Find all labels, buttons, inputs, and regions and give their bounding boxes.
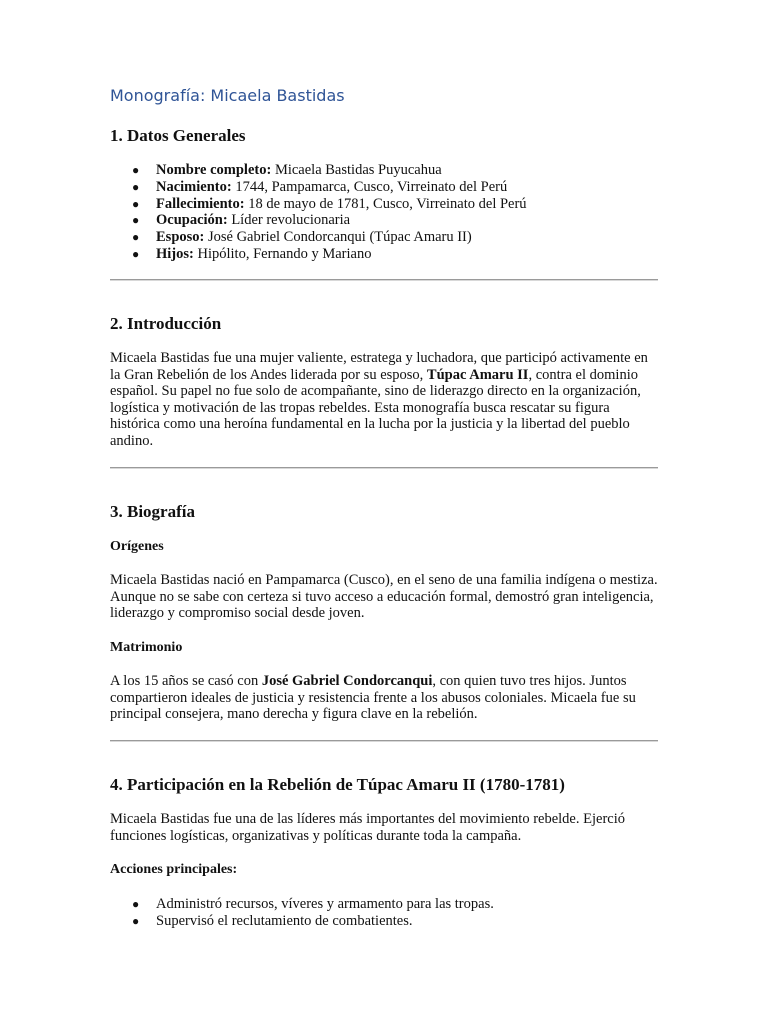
item-label: Nombre completo: xyxy=(156,162,272,178)
list-item xyxy=(110,913,494,930)
intro-bold-name: Túpac Amaru II xyxy=(426,366,529,383)
item-value: Líder revolucionaria xyxy=(227,212,351,229)
intro-paragraph xyxy=(110,350,660,449)
bullet-icon: ● xyxy=(132,179,140,194)
section-heading-rebellion: 4. Participación en la Rebelión de Túpac Amaru II (1780-1781) xyxy=(110,775,565,794)
list-item xyxy=(110,162,527,179)
item-label: Nacimiento: xyxy=(156,178,232,195)
item-value: Hipólito, Fernando y Mariano xyxy=(193,245,372,262)
bullet-icon: ● xyxy=(132,230,140,245)
bullet-icon: ● xyxy=(132,246,140,261)
origins-paragraph: Micaela Bastidas nació en Pampamarca (Cusco), en el seno de una familia indígena o mestiza. Aunque no se sabe con certeza si tuvo acceso a educación formal, demostró gran inteligencia, liderazgo y compromiso social desde joven. xyxy=(110,572,658,621)
list-item xyxy=(110,246,527,263)
marriage-bold-name: José Gabriel Condorcanqui xyxy=(261,673,433,689)
bullet-icon: ● xyxy=(132,163,140,177)
item-value: José Gabriel Condorcanqui (Túpac Amaru II) xyxy=(204,229,472,246)
action-text: Administró recursos, víveres y armamento para las tropas. xyxy=(156,896,494,912)
marriage-text: A los 15 años se casó con xyxy=(110,673,262,689)
rebellion-paragraph: Micaela Bastidas fue una de las líderes más importantes del movimiento rebelde. Ejerció funciones logísticas, organizativas y políticas durante toda la campaña. xyxy=(110,811,625,844)
item-value: 1744, Pampamarca, Cusco, Virreinato del Perú xyxy=(231,178,508,195)
section-divider xyxy=(110,740,658,742)
item-value: 18 de mayo de 1781, Cusco, Virreinato del Perú xyxy=(244,195,527,212)
section-heading-general: 1. Datos Generales xyxy=(110,126,246,145)
list-item xyxy=(110,196,527,213)
list-item xyxy=(110,179,527,196)
action-text: Supervisó el reclutamiento de combatientes. xyxy=(156,912,413,929)
general-data-list xyxy=(110,162,527,263)
item-label: Ocupación: xyxy=(156,212,228,229)
bullet-icon: ● xyxy=(132,897,140,911)
actions-list xyxy=(110,896,494,930)
intro-text: Micaela Bastidas fue una mujer valiente, estratega y luchadora, que participó activamente en la Gran Rebelión de los Andes liderada por su esposo, xyxy=(110,350,648,383)
bullet-icon: ● xyxy=(132,213,140,228)
item-label: Fallecimiento: xyxy=(156,195,245,212)
item-value: Micaela Bastidas Puyucahua xyxy=(271,162,442,178)
subheading-marriage: Matrimonio xyxy=(110,640,183,655)
bullet-icon: ● xyxy=(132,196,140,211)
subheading-actions: Acciones principales: xyxy=(110,862,238,877)
section-heading-bio: 3. Biografía xyxy=(110,502,195,521)
item-label: Esposo: xyxy=(156,229,205,246)
list-item xyxy=(110,212,527,229)
bullet-icon: ● xyxy=(132,913,140,928)
section-divider xyxy=(110,279,658,281)
list-item xyxy=(110,229,527,246)
intro-text-rest: , contra el dominio español. Su papel no fue solo de acompañante, sino de liderazgo directo en la organización, logística y motivación de las tropas rebeldes. Esta monografía busca rescatar su figura histórica como una heroína fundamental en la lucha por la justicia y la libertad del pueblo andino. xyxy=(110,366,641,449)
marriage-paragraph xyxy=(110,673,660,723)
list-item xyxy=(110,896,494,913)
marriage-text-rest: , con quien tuvo tres hijos. Juntos compartieron ideales de justicia y resistencia frente a los abusos coloniales. Micaela fue su principal consejera, mano derecha y figura clave en la rebelión. xyxy=(110,673,636,722)
subheading-origins: Orígenes xyxy=(110,539,164,554)
section-heading-intro: 2. Introducción xyxy=(110,314,222,333)
document-title: Monografía: Micaela Bastidas xyxy=(110,86,345,105)
section-divider xyxy=(110,467,658,469)
item-label: Hijos: xyxy=(156,245,194,262)
